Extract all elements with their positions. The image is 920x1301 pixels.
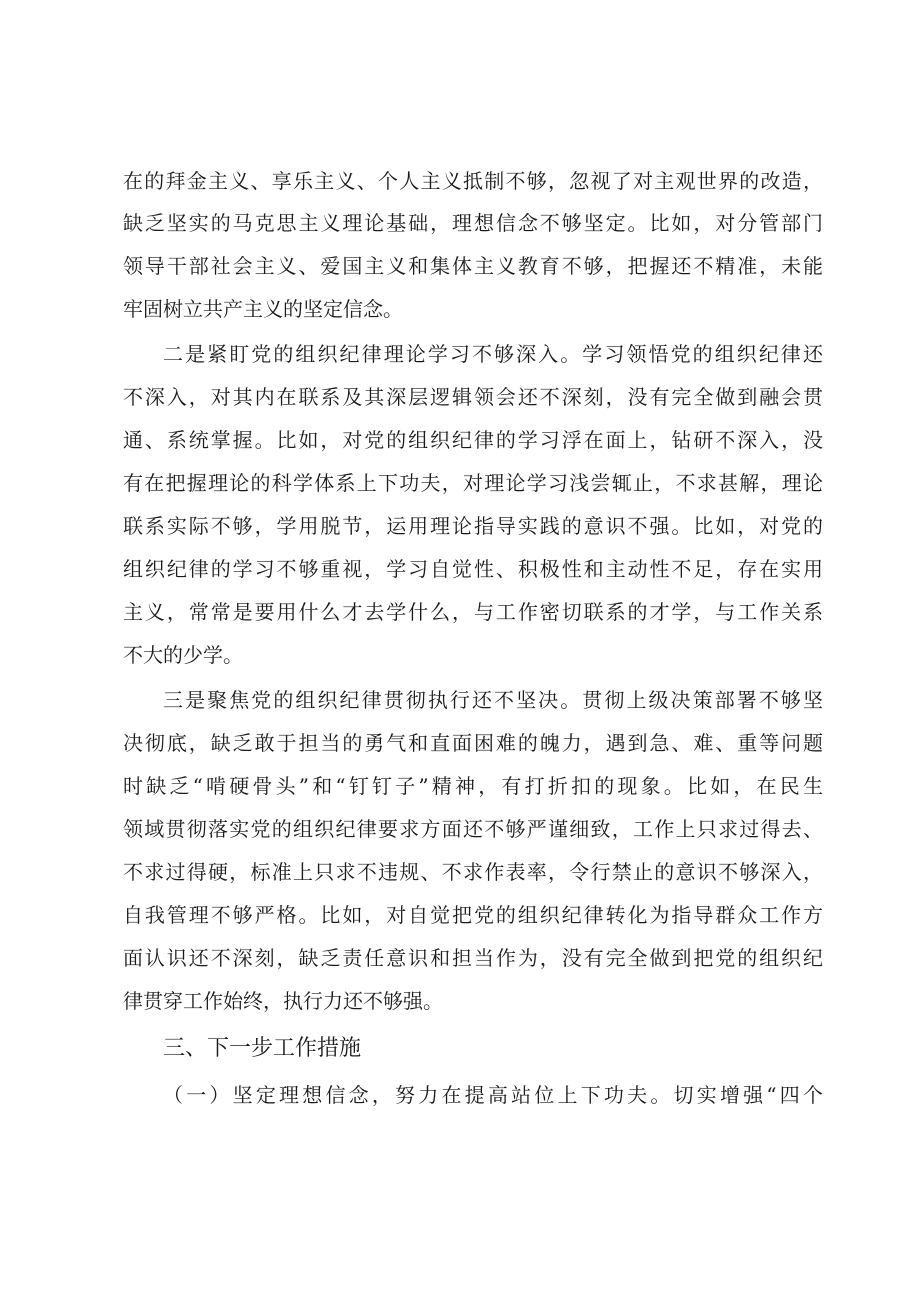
text-line: 二是紧盯党的组织纪律理论学习不够深入。学习领悟党的组织纪律还 <box>163 342 823 366</box>
text-line: 自我管理不够严格。比如，对自觉把党的组织纪律转化为指导群众工作方 <box>123 903 823 927</box>
text-line: 领导干部社会主义、爱国主义和集体主义教育不够，把握还不精准，未能 <box>123 254 823 278</box>
section-heading: 三、下一步工作措施 <box>163 1036 362 1061</box>
text-line: 不深入，对其内在联系及其深层逻辑领会还不深刻，没有完全做到融会贯 <box>123 385 823 409</box>
text-line: 律贯穿工作始终，执行力还不够强。 <box>123 989 443 1013</box>
text-line: 面认识还不深刻，缺乏责任意识和担当作为，没有完全做到把党的组织纪 <box>123 946 823 970</box>
text-line: 领域贯彻落实党的组织纪律要求方面还不够严谨细致，工作上只求过得去、 <box>123 817 823 841</box>
text-line: 缺乏坚实的马克思主义理论基础，理想信念不够坚定。比如，对分管部门 <box>123 211 823 235</box>
text-line: 联系实际不够，学用脱节，运用理论指导实践的意识不强。比如，对党的 <box>123 514 823 538</box>
text-line: 决彻底，缺乏敢于担当的勇气和直面困难的魄力，遇到急、难、重等问题 <box>123 731 823 755</box>
text-line: 三是聚焦党的组织纪律贯彻执行还不坚决。贯彻上级决策部署不够坚 <box>163 688 823 712</box>
text-line: 不求过得硬，标准上只求不违规、不求作表率，令行禁止的意识不够深入， <box>123 860 823 884</box>
text-line: （一）坚定理想信念，努力在提高站位上下功夫。切实增强“四个 <box>163 1083 823 1107</box>
text-line: 有在把握理论的科学体系上下功夫，对理论学习浅尝辄止，不求甚解，理论 <box>123 471 823 495</box>
text-line: 主义，常常是要用什么才去学什么，与工作密切联系的才学，与工作关系 <box>123 600 823 624</box>
text-line: 组织纪律的学习不够重视，学习自觉性、积极性和主动性不足，存在实用 <box>123 557 823 581</box>
text-line: 通、系统掌握。比如，对党的组织纪律的学习浮在面上，钻研不深入，没 <box>123 428 823 452</box>
text-line: 不大的少学。 <box>123 643 243 667</box>
text-line: 在的拜金主义、享乐主义、个人主义抵制不够，忽视了对主观世界的改造， <box>123 169 823 193</box>
text-line: 时缺乏“啃硬骨头”和“钉钉子”精神，有打折扣的现象。比如，在民生 <box>123 774 823 798</box>
text-line: 牢固树立共产主义的坚定信念。 <box>123 297 403 321</box>
